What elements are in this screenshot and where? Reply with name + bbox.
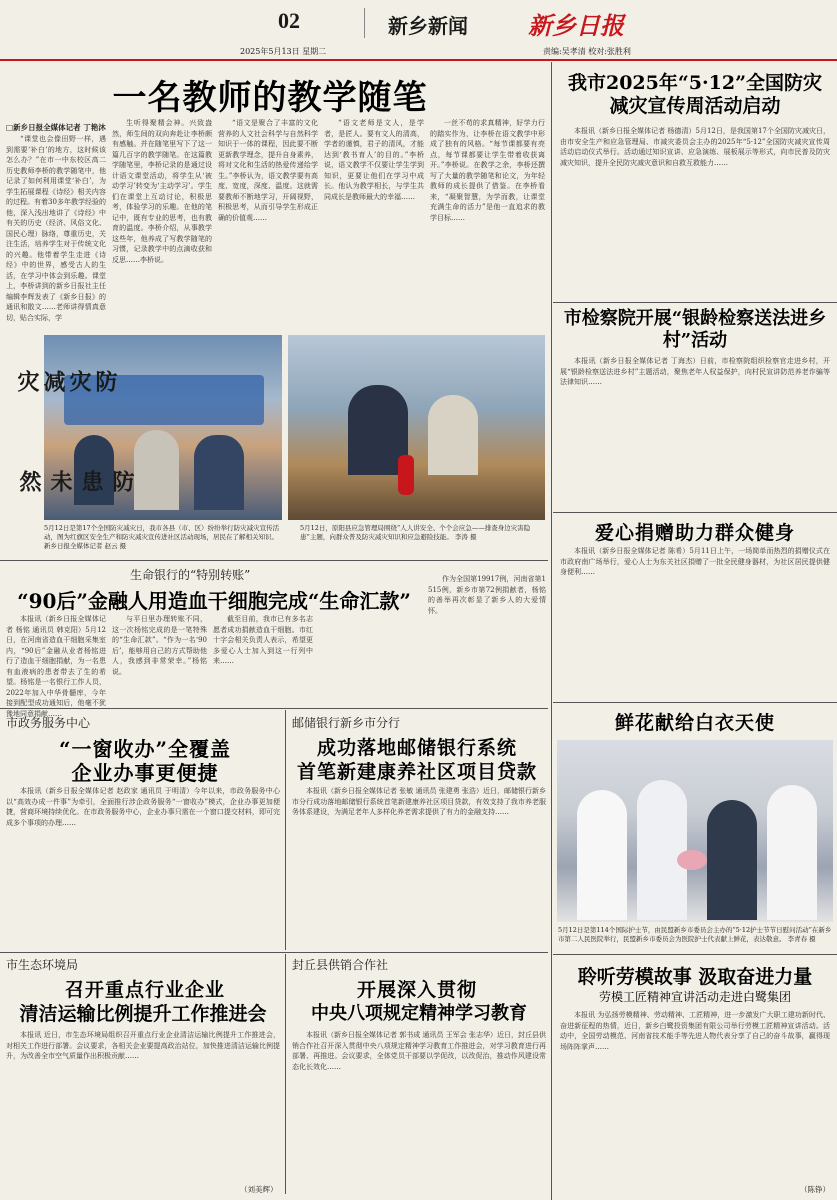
story-fengqiu-title-2: 中央八项规定精神学习教育: [311, 1003, 527, 1024]
nurses-photo: [557, 740, 833, 922]
story-bank-kicker: 邮储银行新乡市分行: [292, 716, 401, 730]
page-number: 02: [278, 8, 300, 33]
story-env-body: 本报讯 近日，市生态环境局组织召开重点行业企业清洁运输比例提升工作推进会，对相关工作进行部署。会议要求，各相关企业要提高政治站位，加快推进清洁运输比例提升，为改善全市空气质量作出积极贡献……: [6, 1031, 280, 1060]
story-env-title-2: 清洁运输比例提升工作推进会: [19, 1003, 267, 1025]
story-bank-body: 本报讯（新乡日报全媒体记者 张敏 通讯员 张建勇 张浩）近日，邮储银行新乡市分行成功落地邮储银行系统首笔新建康养社区项目贷款，有效支持了我市养老服务体系建设，为满足老年人多样化养老需求提供了有力的金融支持……: [292, 787, 546, 816]
essay-column-1: “课堂也会像田野一样，遇到需要‘补白’的地方，这时候该怎么办？”在市一中东校区高二历史教师李桥的教学随笔中，他记录了如何利用课堂‘补白’，为学生拓展课程《诗经》相关内容的过程。有着30多年教学经验的他，深入浅出地讲了《诗经》中有关的历史（经济、风俗文化、国民心理）脉络，尊重历史，关注生活，培养学生对于传统文化的兴趣。他带着学生走进《诗经》中的世界，感受古人的生活，在学习中体会到乐趣。课堂上，李桥讲到的新乡日报社主任编辑李辉发表了《新乡日报》的通讯和散文……老师讲得情真意切，贴合实际，学: [6, 135, 106, 322]
photo-left-caption: 5月12日是第17个全国防灾减灾日，我市各县（市、区）纷纷举行防灾减灾宣传活动，图为红旗区安全生产和防灾减灾宣传进社区活动现场，居民在了解相关知识。 新乡日报全媒体记者 赵云 摄: [44, 524, 280, 550]
column-rule: [551, 62, 552, 1200]
rule: [285, 710, 286, 950]
essay-author: □新乡日报全媒体记者 丁艳沐: [6, 123, 106, 132]
masthead-divider: [364, 8, 365, 38]
story-silver-body: 本报讯（新乡日报全媒体记者 丁海杰）日前，市检察院组织检察官走进乡村，开展“银龄检察送法进乡村”主题活动，聚焦老年人权益保护，向村民宣讲防范养老诈骗等法律知识……: [560, 357, 830, 386]
essay-title: 一名教师的教学随笔: [112, 78, 428, 118]
vertical-title-line-2: 防患未然: [16, 470, 135, 492]
story-90-title: “90后”金融人用造血干细胞完成“生命汇款”: [17, 589, 411, 613]
story-90-kicker: 生命银行的“特别转账”: [130, 568, 251, 582]
essay-column-4: “语文老师是文人，是学者，是匠人。要有文人的清高，学者的谨慎，君子的清风，才能达到‘教书育人’的目的。”李桥说，语文教学不仅要让学生学到知识，更要让他们在学习中成长。他认为教学相长，与学生共同成长是教师最大的幸福……: [324, 119, 424, 201]
essay-column-3: “语文是聚合了丰富的文化营养的人文社会科学与自然科学知识于一体的课程，因此要不断更新教学理念，提升自身素养，将对文化和生活的热爱传递给学生。”李桥认为，语文教学要有高度、宽度，深度、温度。这就需要教师不断地学习，开阔视野，积极思考，从而引导学生形成正确的价值观……: [218, 119, 318, 222]
story-window-title-1: “一窗收办”全覆盖: [58, 737, 231, 761]
section-name: 新乡新闻: [388, 14, 468, 38]
rule: [285, 954, 286, 1194]
story-window-kicker: 市政务服务中心: [6, 716, 91, 730]
story-90-column-3: 截至目前，我市已有多名志愿者成功捐献造血干细胞。市红十字会相关负责人表示，希望更多爱心人士加入到这一行列中来……: [213, 615, 313, 665]
rule: [553, 702, 837, 703]
story-bank-title-2: 首笔新建康养社区项目贷款: [296, 761, 537, 783]
story-90-column-4: 作为全国第19917例，河南省第1515例，新乡市第72例捐献者，杨铭的善举再次彰显了新乡人的大爱情怀。: [428, 575, 546, 615]
rule: [0, 560, 548, 561]
story-env-author: （刘美辉）: [240, 1185, 278, 1194]
fire-extinguisher-photo: [288, 335, 545, 520]
photo-right-caption: 5月12日，原阳县应急管理局围绕“人人讲安全、个个会应急——排查身边灾害隐患”主题，向群众普及防灾减灾知识和应急避险技能。 李涛 摄: [300, 524, 531, 541]
story-silver-title: 市检察院开展“银龄检察送法进乡村”活动: [563, 308, 827, 351]
story-90-column-2: 与平日里办理转账不同，这一次杨铭完成的是一笔特殊的“生命汇款”。“作为一名‘90后’，能够用自己的方式帮助他人，我感到非常荣幸。”杨铭说。: [112, 615, 207, 676]
rule: [0, 952, 548, 953]
story-flowers-caption: 5月12日是第114个国际护士节，由民盟新乡市委员会主办的“5·12护士节节日慰问活动”在新乡市第二人民医院举行，民盟新乡市委员会为医院护士代表献上鲜花，表达敬意。 李青春 摄: [558, 926, 832, 943]
rule: [553, 512, 837, 513]
disaster-drill-photo: [44, 335, 282, 520]
story-fengqiu-kicker: 封丘县供销合作社: [292, 958, 389, 972]
story-env-title-1: 召开重点行业企业: [64, 979, 225, 1001]
story-90-column-1: 本报讯（新乡日报全媒体记者 杨铭 通讯员 韩克阳）5月12日，在河南省造血干细胞采集室内，“90后”金融从业者杨铭进行了造血干细胞捐献，为一名患有血液病的患者带去了生的希望。杨铭是一名银行工作人员，2022年加入中华骨髓库，今年接到配型成功通知后，他毫不犹豫地同意捐献……: [6, 615, 106, 718]
rule: [0, 708, 548, 709]
paper-logo: 新乡日报: [528, 11, 624, 40]
story-labor-body: 本报讯 为弘扬劳模精神、劳动精神、工匠精神，进一步激发广大职工建功新时代、奋进新征程的热情，近日，新乡白鹭投资集团有限公司举行劳模工匠精神宣讲活动。活动中，全国劳动模范、河南省技术能手等先进人物代表分享了自己的奋斗故事，赢得现场阵阵掌声……: [560, 1011, 830, 1051]
story-top-right-body: 本报讯（新乡日报全媒体记者 杨德清）5月12日，是我国第17个全国防灾减灾日，由市安全生产和应急管理局、市减灾委员会主办的2025年“5·12”全国防灾减灾宣传周活动启动仪式举行。活动通过知识宣讲、应急演练、展板展示等形式，向市民普及防灾减灾知识，提升全民防灾减灾意识和自救互救能力……: [560, 127, 830, 167]
story-labor-title: 聆听劳模故事 汲取奋进力量: [577, 966, 813, 988]
story-top-right-title: 我市2025年“5·12”全国防灾减灾宣传周活动启动: [567, 72, 822, 117]
essay-column-5: 一丝不苟的求真精神，好学力行的踏实作为，让李桥在语文教学中形成了独有的风格。“每节课都要有亮点，每节课都要让学生带着收获离开。”李桥说。在教学之余，李桥还撰写了大量的教学随笔和论文，为年轻教师的成长提供了借鉴。在李桥看来，“凝聚智慧，为学而教，让课堂充满生命的活力”是他一直追求的教学目标……: [430, 119, 545, 222]
issue-date: 2025年5月13日 星期二: [240, 47, 327, 56]
story-labor-subtitle: 劳模工匠精神宣讲活动走进白鹭集团: [598, 990, 791, 1004]
story-blood-title: 爱心捐赠助力群众健身: [594, 522, 795, 544]
masthead-rule: [0, 59, 837, 61]
story-env-kicker: 市生态环境局: [6, 958, 79, 972]
story-labor-author: （陈铮）: [800, 1185, 830, 1194]
story-flowers-title: 鲜花献给白衣天使: [614, 712, 775, 734]
story-fengqiu-title-1: 开展深入贯彻: [356, 979, 477, 1001]
rule: [553, 302, 837, 303]
editors-line: 责编:吴孝清 校对:张胜利: [543, 47, 631, 56]
masthead: [0, 0, 837, 60]
story-bank-title-1: 成功落地邮储银行系统: [316, 737, 517, 759]
essay-column-2: 生听得聚精会神。兴致盎然，师生间的双向奔赴让李桥颇有感触。并在随笔里写下了这一篇几百字的教学随笔。在这篇教学随笔里，李桥记录的是通过设计语文课堂活动，将学生从‘被动学习’转变为‘主动学习’。学生们在课堂上互动讨论，积极思考，体验学习的乐趣。在他的笔记中，既有专业的思考，也有教育的温度。李桥介绍，从事教学这些年，他养成了写教学随笔的习惯，记录教学中的点滴收获和反思……李桥说。: [112, 119, 212, 264]
rule: [553, 954, 837, 955]
story-blood-body: 本报讯（新乡日报全媒体记者 陈希）5月11日上午，一场简单而热烈的捐赠仪式在市政府南广场举行，爱心人士为东关社区捐赠了一批全民健身器材，为社区居民提供健身便利……: [560, 547, 830, 576]
story-window-title-2: 企业办事更便捷: [71, 761, 219, 785]
story-fengqiu-body: 本报讯（新乡日报全媒体记者 郭书成 通讯员 王军会 张志华）近日，封丘县供销合作社召开深入贯彻中央八项规定精神学习教育工作推进会，对学习教育进行再部署、再推进。会议要求，全体党员干部要以学促改，以改促治，推动作风建设常态化长效化……: [292, 1031, 546, 1071]
vertical-title-line-1: 防灾减灾: [14, 370, 118, 392]
story-window-body: 本报讯（新乡日报全媒体记者 赵政家 通讯员 于明清）今年以来，市政务服务中心以“高效办成一件事”为牵引，全面推行涉企政务服务“一窗收办”模式，企业办事更加便捷，营商环境持续优化。在市政务服务中心，企业办事只需在一个窗口提交材料，即可完成多个事项的办理……: [6, 787, 280, 827]
